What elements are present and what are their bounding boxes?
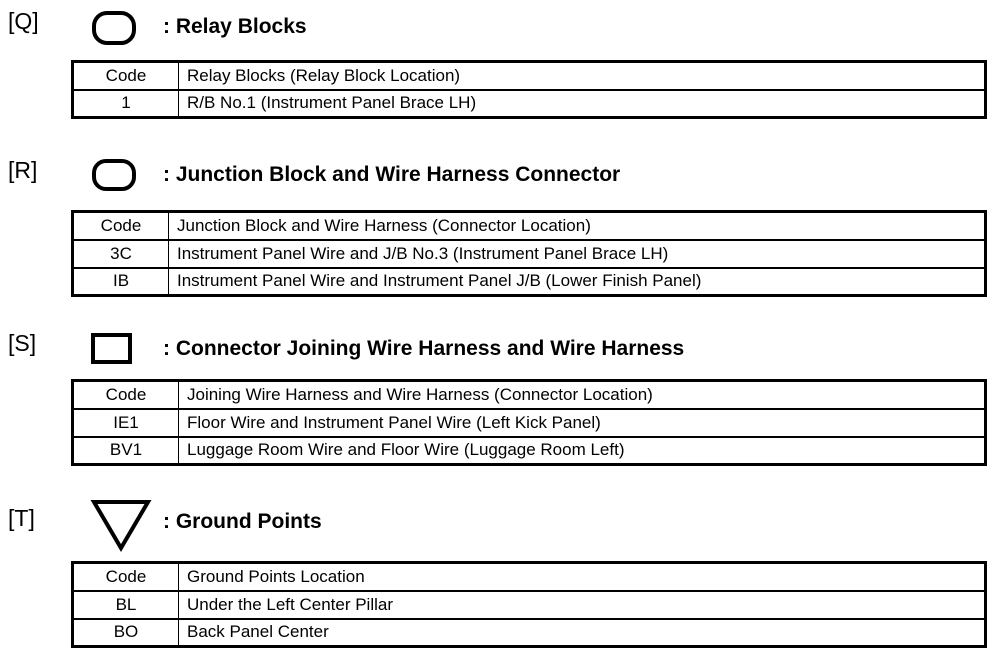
header-desc: Junction Block and Wire Harness (Connector Location) bbox=[169, 212, 986, 240]
header-code: Code bbox=[73, 62, 179, 90]
table-row bbox=[73, 409, 986, 437]
table-row bbox=[73, 268, 986, 296]
triangle-down-icon bbox=[90, 498, 152, 552]
row-desc: Under the Left Center Pillar bbox=[179, 591, 986, 619]
row-code: BO bbox=[73, 619, 179, 647]
square-icon bbox=[91, 333, 133, 365]
section-heading: : Ground Points bbox=[163, 510, 322, 533]
legend-table bbox=[71, 379, 987, 466]
section-label: [R] bbox=[8, 157, 38, 183]
header-code: Code bbox=[73, 212, 169, 240]
row-code: BL bbox=[73, 591, 179, 619]
row-code: 3C bbox=[73, 240, 169, 268]
table-row bbox=[73, 240, 986, 268]
table-row bbox=[73, 90, 986, 118]
row-desc: Floor Wire and Instrument Panel Wire (Left Kick Panel) bbox=[179, 409, 986, 437]
header-desc: Ground Points Location bbox=[179, 563, 986, 591]
legend-table bbox=[71, 60, 987, 119]
row-code: 1 bbox=[73, 90, 179, 118]
table-row bbox=[73, 437, 986, 465]
header-code: Code bbox=[73, 381, 179, 409]
table-row bbox=[73, 591, 986, 619]
row-desc: Back Panel Center bbox=[179, 619, 986, 647]
rounded-rect-icon bbox=[91, 10, 137, 46]
section-heading: : Connector Joining Wire Harness and Wire Harness bbox=[163, 337, 685, 360]
section-label: [T] bbox=[8, 505, 35, 531]
section-heading: : Junction Block and Wire Harness Connector bbox=[163, 163, 621, 186]
table-row bbox=[73, 619, 986, 647]
table-header-row bbox=[73, 62, 986, 90]
row-desc: Luggage Room Wire and Floor Wire (Luggage Room Left) bbox=[179, 437, 986, 465]
row-desc: R/B No.1 (Instrument Panel Brace LH) bbox=[179, 90, 986, 118]
row-code: IB bbox=[73, 268, 169, 296]
row-desc: Instrument Panel Wire and J/B No.3 (Instrument Panel Brace LH) bbox=[169, 240, 986, 268]
header-desc: Joining Wire Harness and Wire Harness (Connector Location) bbox=[179, 381, 986, 409]
row-code: BV1 bbox=[73, 437, 179, 465]
header-code: Code bbox=[73, 563, 179, 591]
section-label: [S] bbox=[8, 330, 37, 356]
row-code: IE1 bbox=[73, 409, 179, 437]
header-desc: Relay Blocks (Relay Block Location) bbox=[179, 62, 986, 90]
row-desc: Instrument Panel Wire and Instrument Panel J/B (Lower Finish Panel) bbox=[169, 268, 986, 296]
table-header-row bbox=[73, 563, 986, 591]
table-header-row bbox=[73, 212, 986, 240]
table-header-row bbox=[73, 381, 986, 409]
section-heading: : Relay Blocks bbox=[163, 15, 307, 38]
rounded-rect-icon bbox=[91, 158, 137, 192]
legend-table bbox=[71, 561, 987, 648]
section-label: [Q] bbox=[8, 8, 39, 34]
legend-table bbox=[71, 210, 987, 297]
